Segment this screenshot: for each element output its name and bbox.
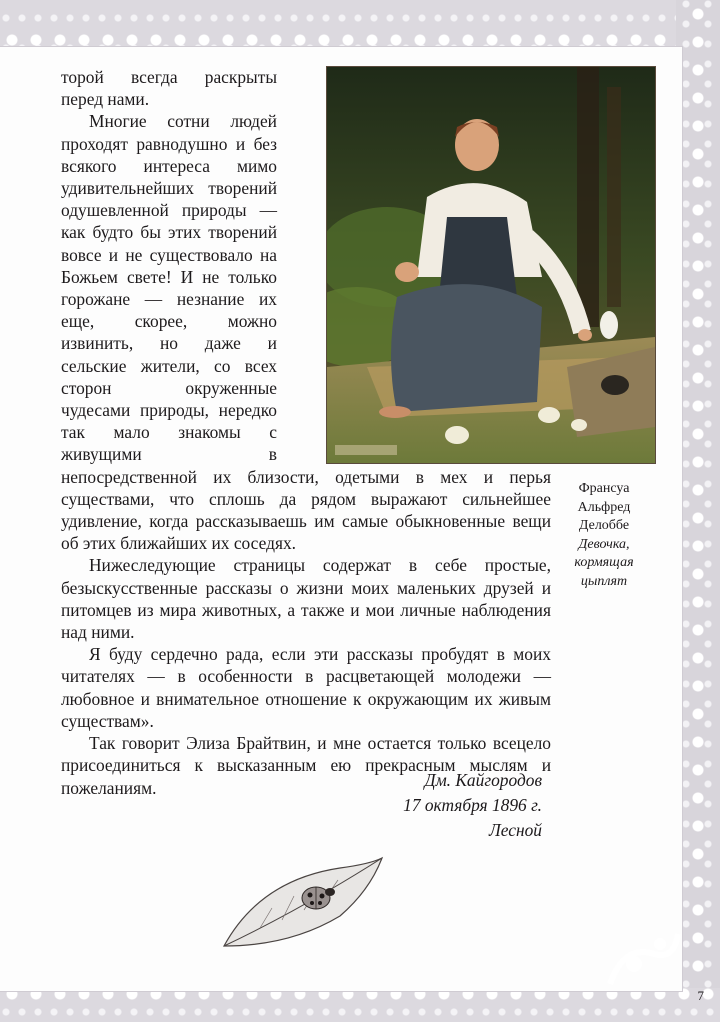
- paragraph-3: Нижеследующие страницы содержат в себе простые, безыскусственные рассказы о жизни моих маленьких друзей и питомцев из мира животных, а также и мои личные наблюдения над ними.: [61, 555, 551, 643]
- caption-title: Девочка, кормящая цыплят: [574, 536, 634, 589]
- page-number: 7: [697, 988, 704, 1003]
- signature-block: [403, 768, 542, 843]
- lace-border-top: [0, 0, 720, 50]
- image-wrap-space: [277, 66, 551, 464]
- paragraph-2: Многие сотни людей проходят равнодушно и без всякого интереса мимо удивительнейших творений одушевленной природы — как будто бы этих творений вовсе и не существовало на Божьем свете! И не только горожане — незнание их еще, скорее, можно извинить, но даже и сельские жители, со всех сторон окруженные чудесами природы, нередко так мало знакомы с живущими в непосредственной их близости, одетыми в мех и перья существами, что сплошь да рядом выражают сильнейшее удивление, когда рассказываешь им самые обыкновенные вещи об этих ближайших их соседях.: [61, 111, 551, 554]
- signature-author: Дм. Кайгородов: [424, 770, 542, 790]
- caption-artist: Франсуа Альфред Делоббе: [577, 481, 631, 534]
- corner-flourish-ornament: [604, 924, 684, 995]
- body-text: [61, 66, 551, 799]
- paragraph-1: торой всегда раскрыты перед нами.: [61, 67, 277, 110]
- paragraph-5: Так говорит Элиза Брайтвин, и мне остается только всецело присоединиться к высказанным ею прекрасным мыслям и пожеланиям.: [61, 733, 551, 798]
- paragraph-4: Я буду сердечно рада, если эти рассказы пробудят в моих читателях — в особенности в расцветающей молодежи — любовное и внимательное отношение к окружающим их живым существам».: [61, 644, 551, 731]
- signature-date: 17 октября 1896 г.: [403, 795, 542, 815]
- painting-caption: [562, 480, 646, 592]
- ladybug-on-leaf-illustration: [220, 850, 390, 955]
- signature-place: Лесной: [488, 820, 542, 840]
